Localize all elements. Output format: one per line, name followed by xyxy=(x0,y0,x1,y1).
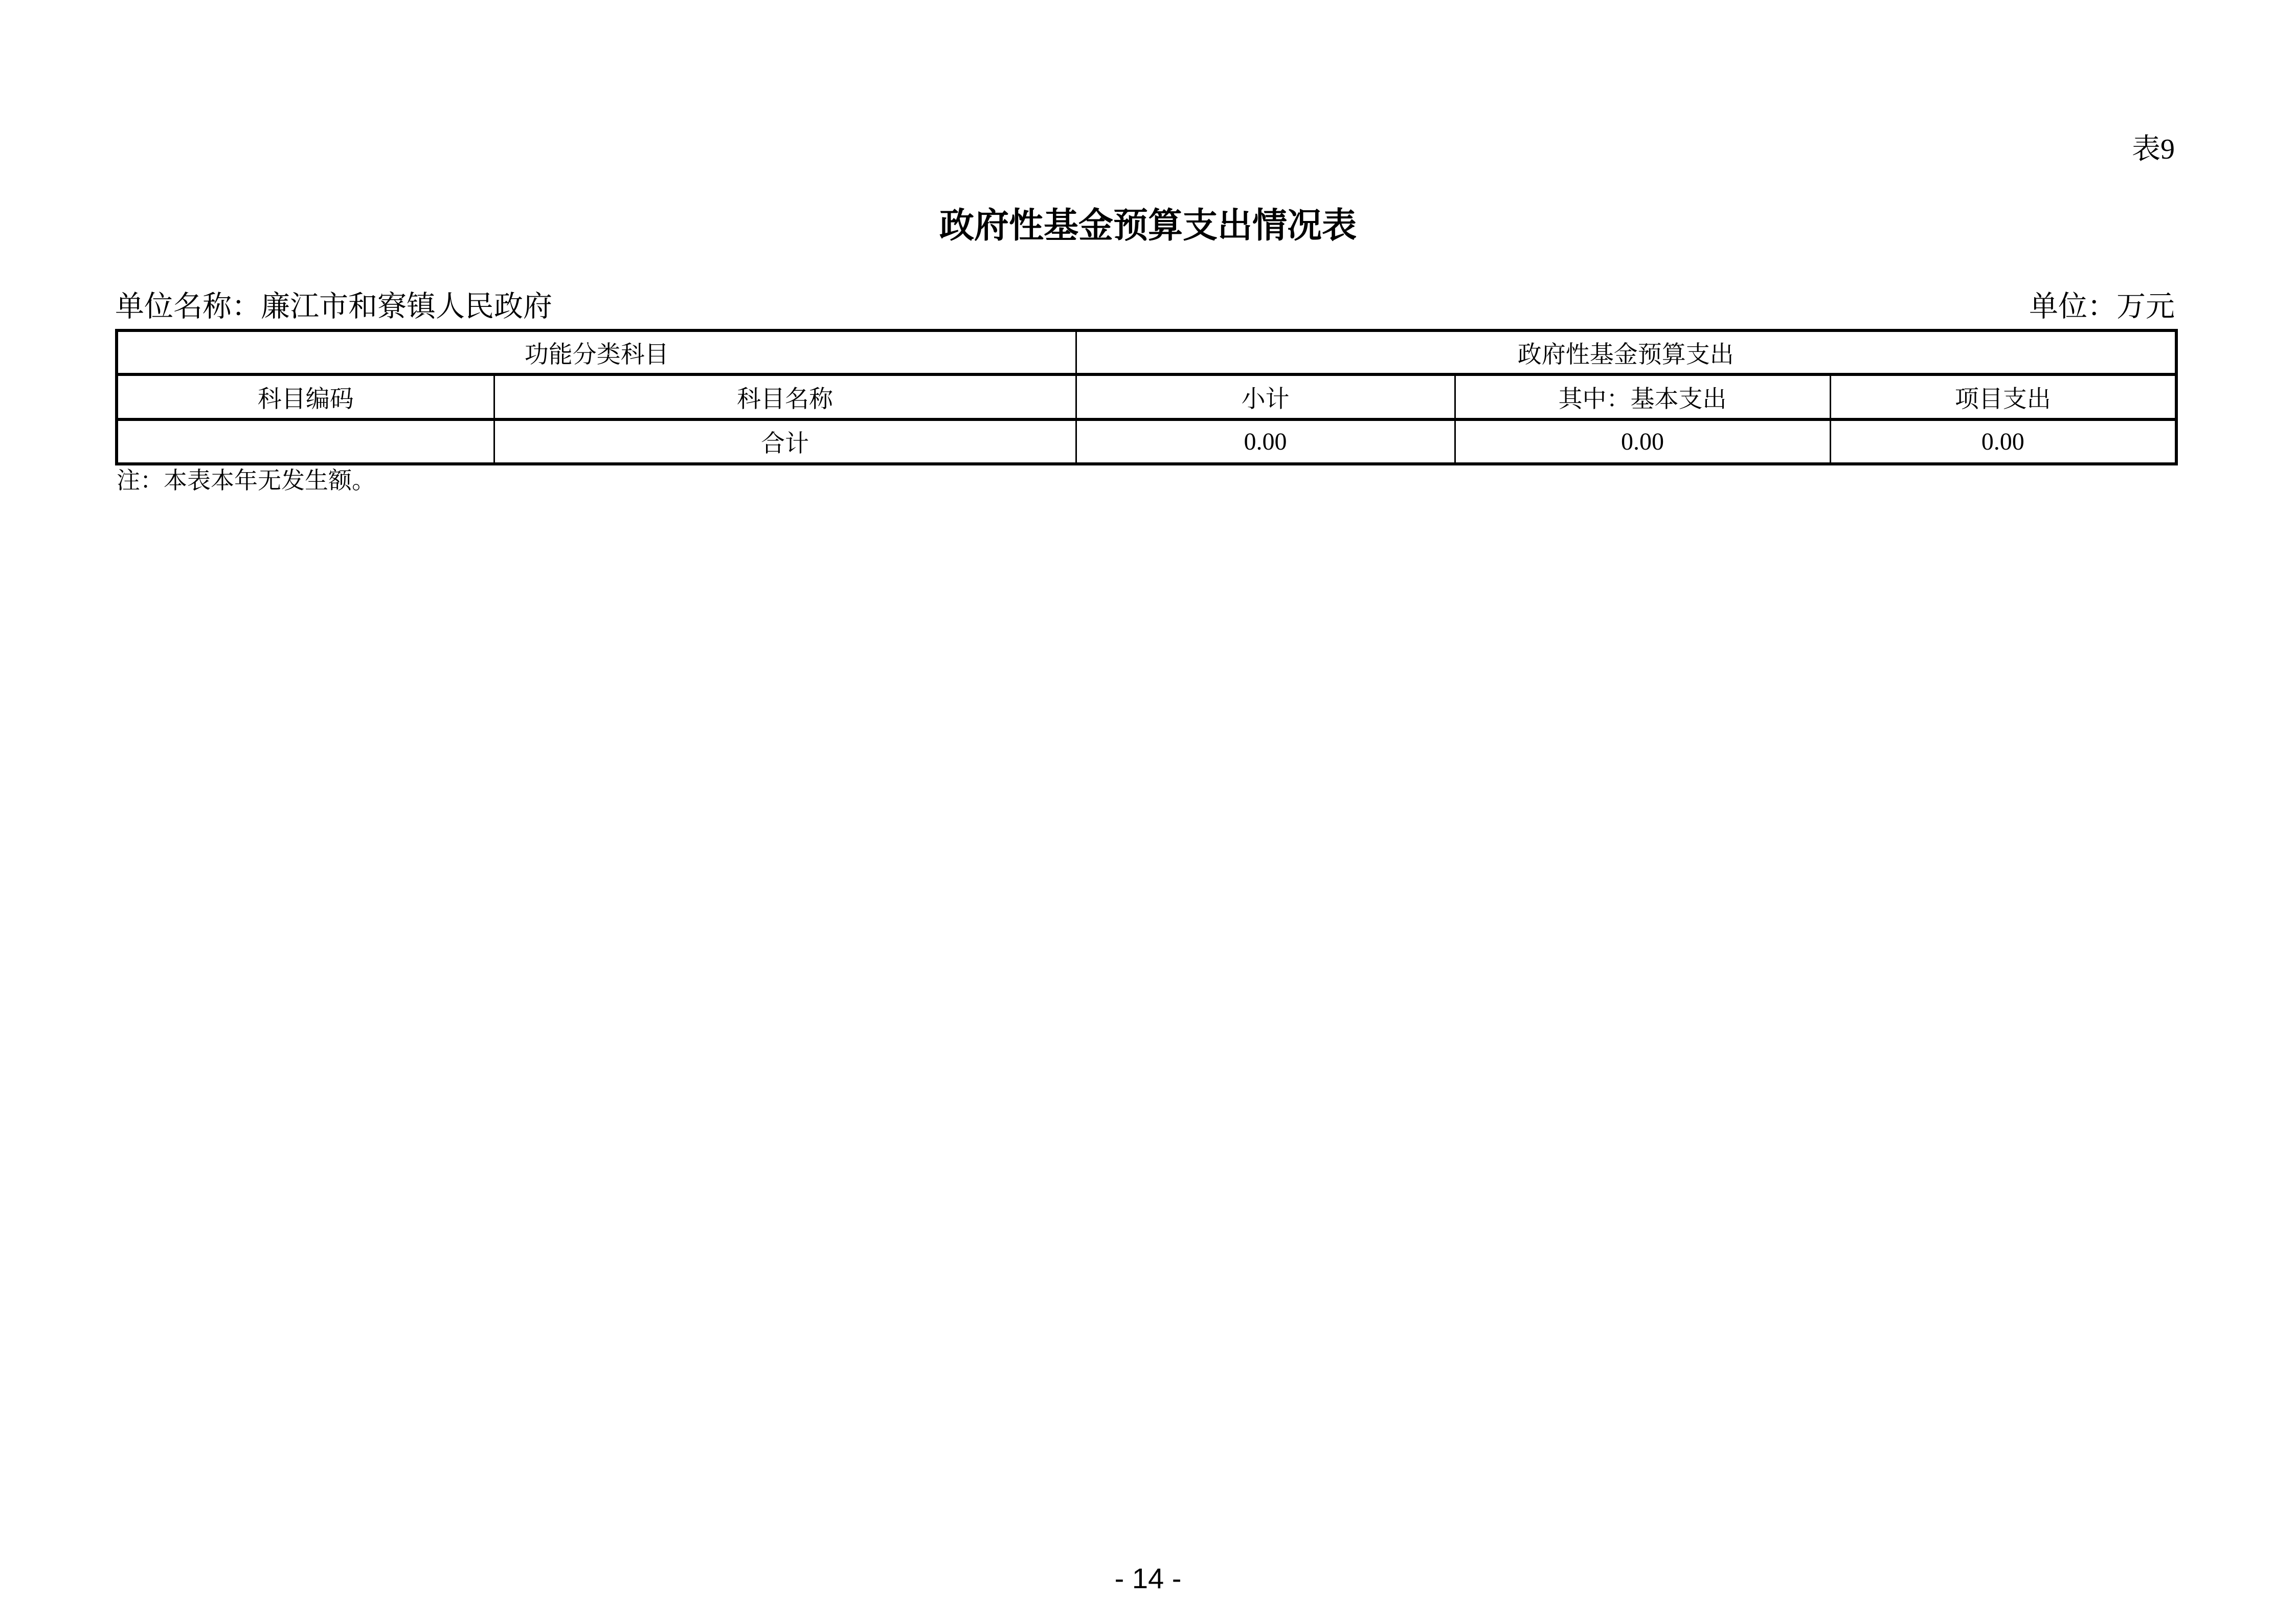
table-header-column-row xyxy=(117,374,2176,419)
budget-expenditure-table xyxy=(115,329,2178,465)
page-title: 政府性基金预算支出情况表 xyxy=(939,206,1357,245)
cell-subject-code xyxy=(117,419,494,464)
header-functional-classification: 功能分类科目 xyxy=(117,330,1076,374)
cell-basic-expenditure-value: 0.00 xyxy=(1455,419,1830,464)
table-number-label: 表9 xyxy=(2132,134,2175,165)
currency-unit-label: 单位：万元 xyxy=(2029,291,2175,323)
table-header-group-row xyxy=(117,330,2176,374)
header-basic-expenditure: 其中：基本支出 xyxy=(1455,374,1830,419)
header-fund-budget-expenditure: 政府性基金预算支出 xyxy=(1076,330,2176,374)
page-number: - 14 - xyxy=(1114,1562,1182,1594)
header-subject-name: 科目名称 xyxy=(494,374,1076,419)
cell-project-expenditure-value: 0.00 xyxy=(1830,419,2176,464)
unit-name-label: 单位名称：廉江市和寮镇人民政府 xyxy=(115,291,552,323)
table-row-total xyxy=(117,419,2176,464)
table-meta-row xyxy=(115,290,2175,324)
header-subject-code: 科目编码 xyxy=(117,374,494,419)
cell-subject-name: 合计 xyxy=(494,419,1076,464)
header-project-expenditure: 项目支出 xyxy=(1830,374,2176,419)
table-footnote: 注：本表本年无发生额。 xyxy=(117,468,375,494)
header-subtotal: 小计 xyxy=(1076,374,1455,419)
cell-subtotal-value: 0.00 xyxy=(1076,419,1455,464)
